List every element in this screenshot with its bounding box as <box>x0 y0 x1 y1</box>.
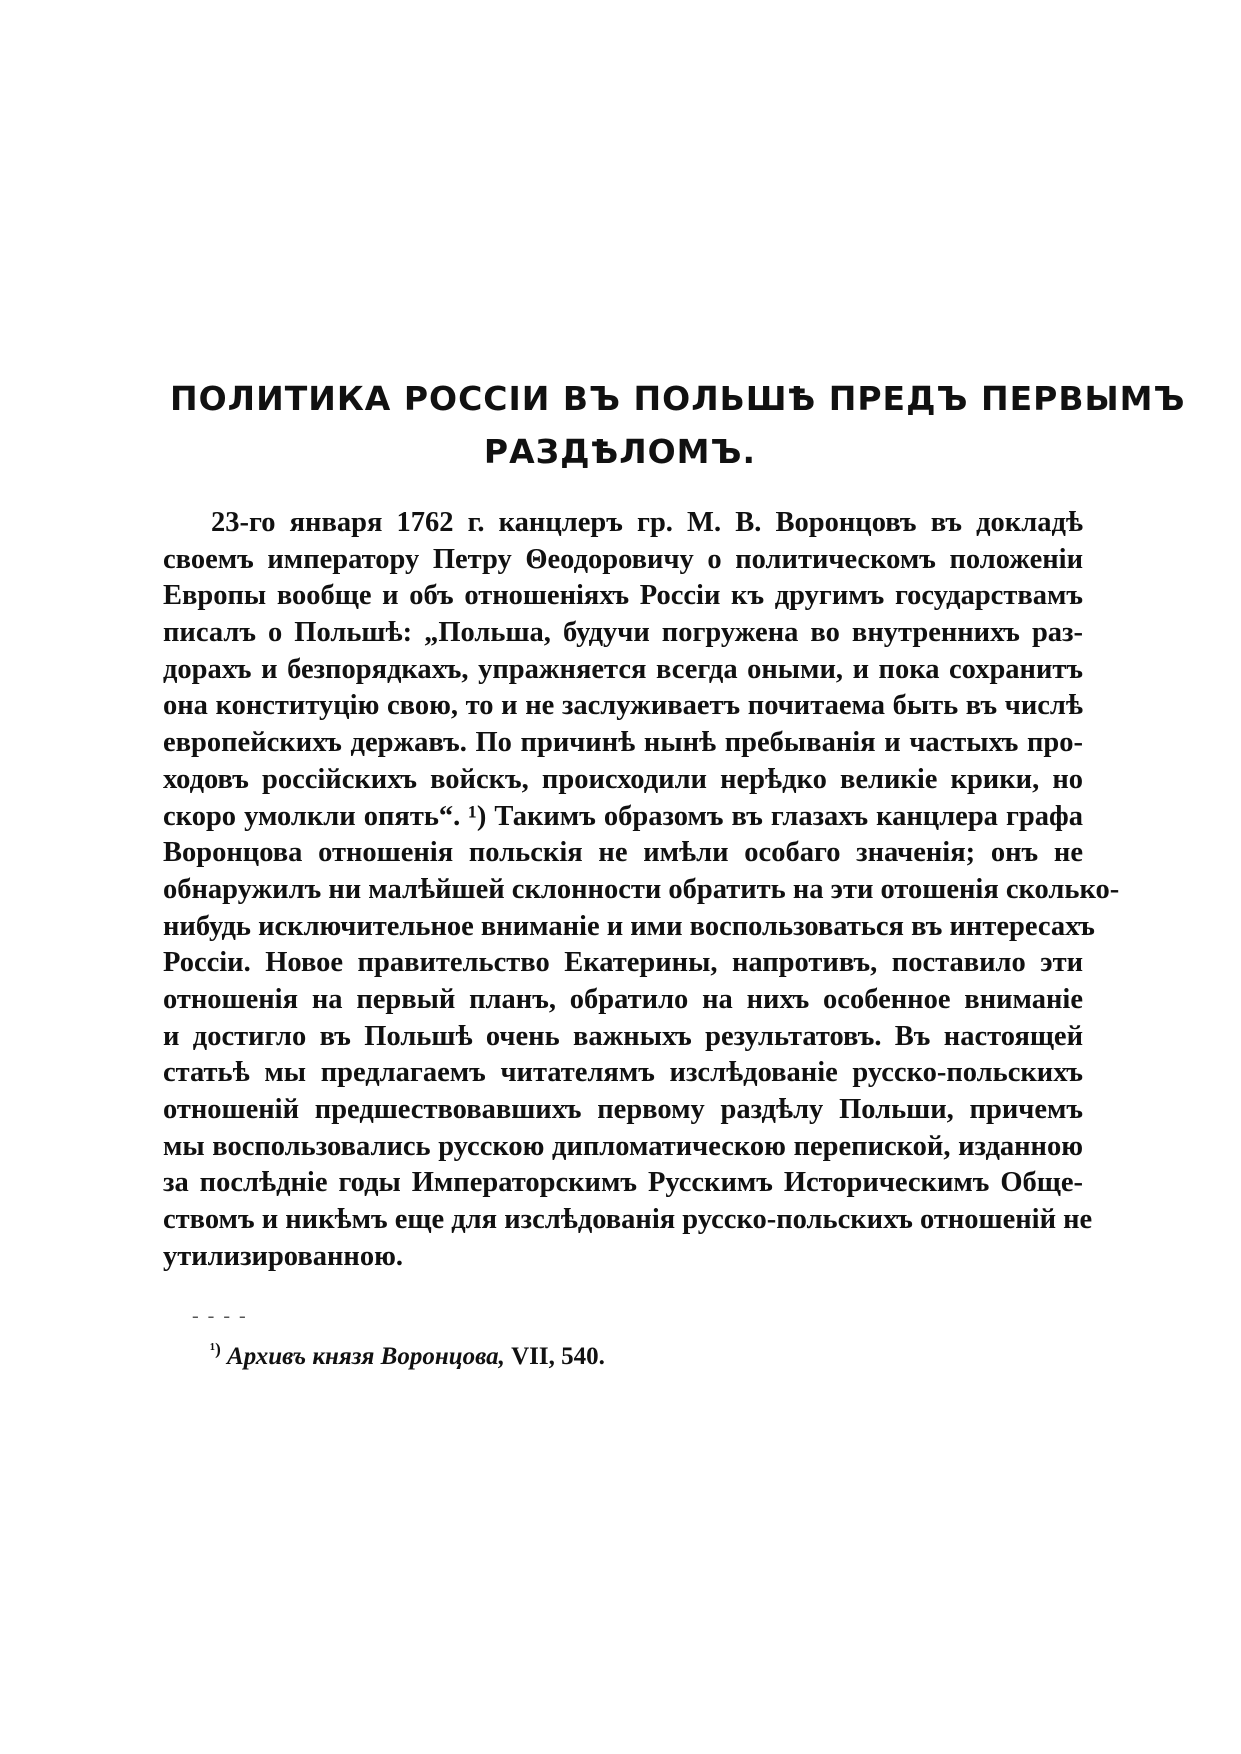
body-line: ходовъ россiйскихъ войскъ, происходили нерѣдко великiе крики, но <box>163 763 1083 795</box>
body-line: Воронцова отношенiя польскiя не имѣли особаго значенiя; онъ не <box>163 837 1083 869</box>
body-line: писалъ о Польшѣ: „Польша, будучи погружена во внутреннихъ раз- <box>163 617 1083 649</box>
body-line: дорахъ и безпорядкахъ, упражняется всегда оными, и пока сохранитъ <box>163 653 1083 685</box>
article-body <box>163 505 1120 1275</box>
body-line: своемъ императору Петру Θеодоровичу о политическомъ положенiи <box>163 543 1083 575</box>
body-line: обнаружилъ ни малѣйшей склонности обратить на эти отошенiя сколько- <box>163 873 1120 905</box>
footnote-separator: - - - - <box>192 1305 248 1327</box>
body-line: отношенiй предшествовавшихъ первому раздѣлу Польши, причемъ <box>163 1094 1083 1125</box>
body-line: Россiи. Новое правительство Екатерины, напротивъ, поставило эти <box>163 947 1083 979</box>
body-line: ствомъ и никѣмъ еще для изслѣдованiя русско-польскихъ отношенiй не <box>163 1204 1093 1236</box>
body-line: и достигло въ Польшѣ очень важныхъ результатовъ. Въ настоящей <box>163 1020 1083 1052</box>
footnote-mark: ¹) <box>210 1339 221 1359</box>
body-line: Европы вообще и объ отношенiяхъ Россiи къ другимъ государствамъ <box>163 580 1083 612</box>
footnote-source: Архивъ князя Воронцова, <box>227 1343 505 1370</box>
body-line: нибудь исключительное вниманiе и ими воспользоваться въ интересахъ <box>163 910 1095 942</box>
footnote-reference: VII, 540. <box>511 1343 605 1370</box>
body-line: 23-го января 1762 г. канцлеръ гр. М. В. Воронцовъ въ докладѣ <box>211 507 1083 538</box>
title-line-2: РАЗДѢЛОМЪ. <box>483 432 757 471</box>
body-line: европейскихъ державъ. По причинѣ нынѣ пребыванiя и частыхъ про- <box>163 727 1083 759</box>
article-title <box>170 372 1186 478</box>
footnote <box>210 1339 605 1371</box>
body-line: скоро умолкли опять“. ¹) Такимъ образомъ въ глазахъ канцлера графа <box>163 800 1083 832</box>
body-line: мы воспользовались русскою дипломатическою перепиской, изданною <box>163 1130 1083 1162</box>
body-line: статьѣ мы предлагаемъ читателямъ изслѣдованiе русско-польскихъ <box>163 1057 1083 1089</box>
body-line: отношенiя на первый планъ, обратило на нихъ особенное вниманiе <box>163 983 1083 1015</box>
body-line: утилизированною. <box>163 1240 403 1272</box>
body-line: она конституцiю свою, то и не заслуживаетъ почитаема быть въ числѣ <box>163 690 1083 722</box>
title-line-1: ПОЛИТИКА РОССIИ ВЪ ПОЛЬШѢ ПРЕДЪ ПЕРВЫМЪ <box>170 379 1186 418</box>
body-line: за послѣднiе годы Императорскимъ Русскимъ Историческимъ Обще- <box>163 1167 1083 1199</box>
